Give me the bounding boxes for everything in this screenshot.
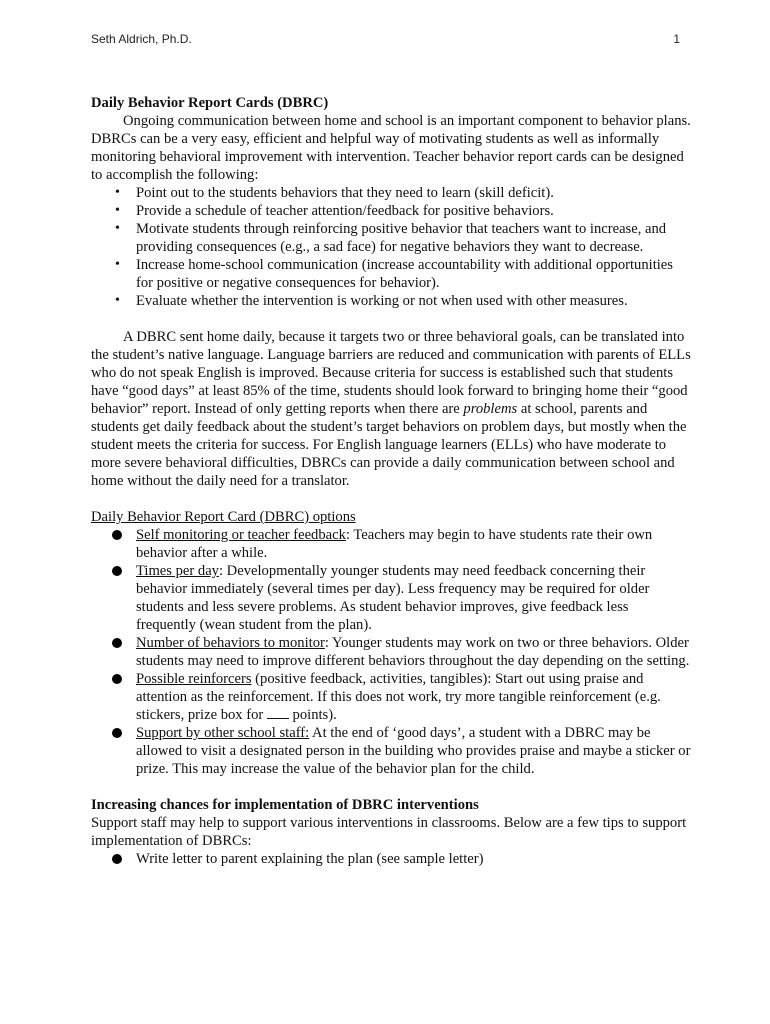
bullet-icon: • [115, 185, 120, 200]
intro-paragraph: Ongoing communication between home and school is an important component to behavior plans. DBRCs can be a very easy, efficient and helpful way of motivating students as well as informally monitoring behavioral improvement with intervention. Teacher behavior report cards can be designed to accomplish the following: [91, 113, 691, 183]
bullet-icon: • [115, 203, 120, 218]
list-item: • Motivate students through reinforcing positive behavior that teachers want to increase, and providing consequences (e.g., a sad face) for negative behaviors they want to decrease. [115, 221, 667, 255]
list-item: • Evaluate whether the intervention is working or not when used with other measures. [115, 293, 628, 309]
list-item: Number of behaviors to monitor: Younger students may work on two or three behaviors. Older students may need to improve different behaviors throughout the day depending on the setting. [91, 634, 691, 670]
list-item: • Provide a schedule of teacher attention/feedback for positive behaviors. [115, 203, 554, 219]
bullet-icon [112, 674, 122, 684]
options-title: Daily Behavior Report Card (DBRC) options [91, 509, 356, 525]
list-item: • Point out to the students behaviors that they need to learn (skill deficit). [115, 185, 554, 201]
fill-in-blank [267, 706, 289, 719]
bullet-icon [112, 638, 122, 648]
page-number: 1 [673, 32, 680, 46]
section-title: Daily Behavior Report Cards (DBRC) [91, 95, 329, 111]
implementation-list [91, 850, 691, 868]
implementation-title: Increasing chances for implementation of DBRC interventions [91, 797, 479, 813]
goals-list [91, 184, 691, 310]
list-item: Times per day: Developmentally younger students may need feedback concerning their behavior immediately (several times per day). Less frequency may be required for older students and less severe problems. As student behavior improves, give feedback less frequently (wean student from the plan). [91, 562, 691, 634]
list-item: Write letter to parent explaining the plan (see sample letter) [91, 850, 691, 868]
header-author: Seth Aldrich, Ph.D. [91, 32, 192, 46]
list-item: • Increase home-school communication (increase accountability with additional opportunities for positive or negative consequences for behavior). [115, 257, 673, 291]
bullet-icon: • [115, 221, 120, 236]
bullet-icon [112, 728, 122, 738]
bullet-icon [112, 566, 122, 576]
list-item: Self monitoring or teacher feedback: Teachers may begin to have students rate their own behavior after a while. [91, 526, 691, 562]
bullet-icon [112, 530, 122, 540]
bullet-icon [112, 854, 122, 864]
dbrc-paragraph: A DBRC sent home daily, because it targets two or three behavioral goals, can be translated into the student’s native language. Language barriers are reduced and communication with parents of ELLs who do not speak English is improved. Because criteria for success is established such that students have “good days” at least 85% of the time, students should look forward to bringing home their “good behavior” report. Instead of only getting reports when there are problems at school, parents and students get daily feedback about the student’s target behaviors on problem days, but mostly when the student meets the criteria for success. For English language learners (ELLs) who have moderate to more severe behavioral difficulties, DBRCs can provide a daily communication between school and home without the daily need for a translator. [91, 329, 691, 489]
document-body [91, 94, 691, 868]
emphasis-text: problems [463, 401, 518, 417]
implementation-intro: Support staff may help to support various interventions in classrooms. Below are a few tips to support implementation of DBRCs: [91, 815, 687, 849]
bullet-icon: • [115, 257, 120, 272]
list-item: Support by other school staff: At the end of ‘good days’, a student with a DBRC may be allowed to visit a designated person in the building who provides praise and maybe a sticker or prize. This may increase the value of the behavior plan for the child. [91, 724, 691, 778]
list-item: Possible reinforcers (positive feedback, activities, tangibles): Start out using praise and attention as the reinforcement. If this does not work, try more tangible reinforcement (e.g. stickers, prize box for points). [91, 670, 691, 724]
bullet-icon: • [115, 293, 120, 308]
options-list [91, 526, 691, 778]
